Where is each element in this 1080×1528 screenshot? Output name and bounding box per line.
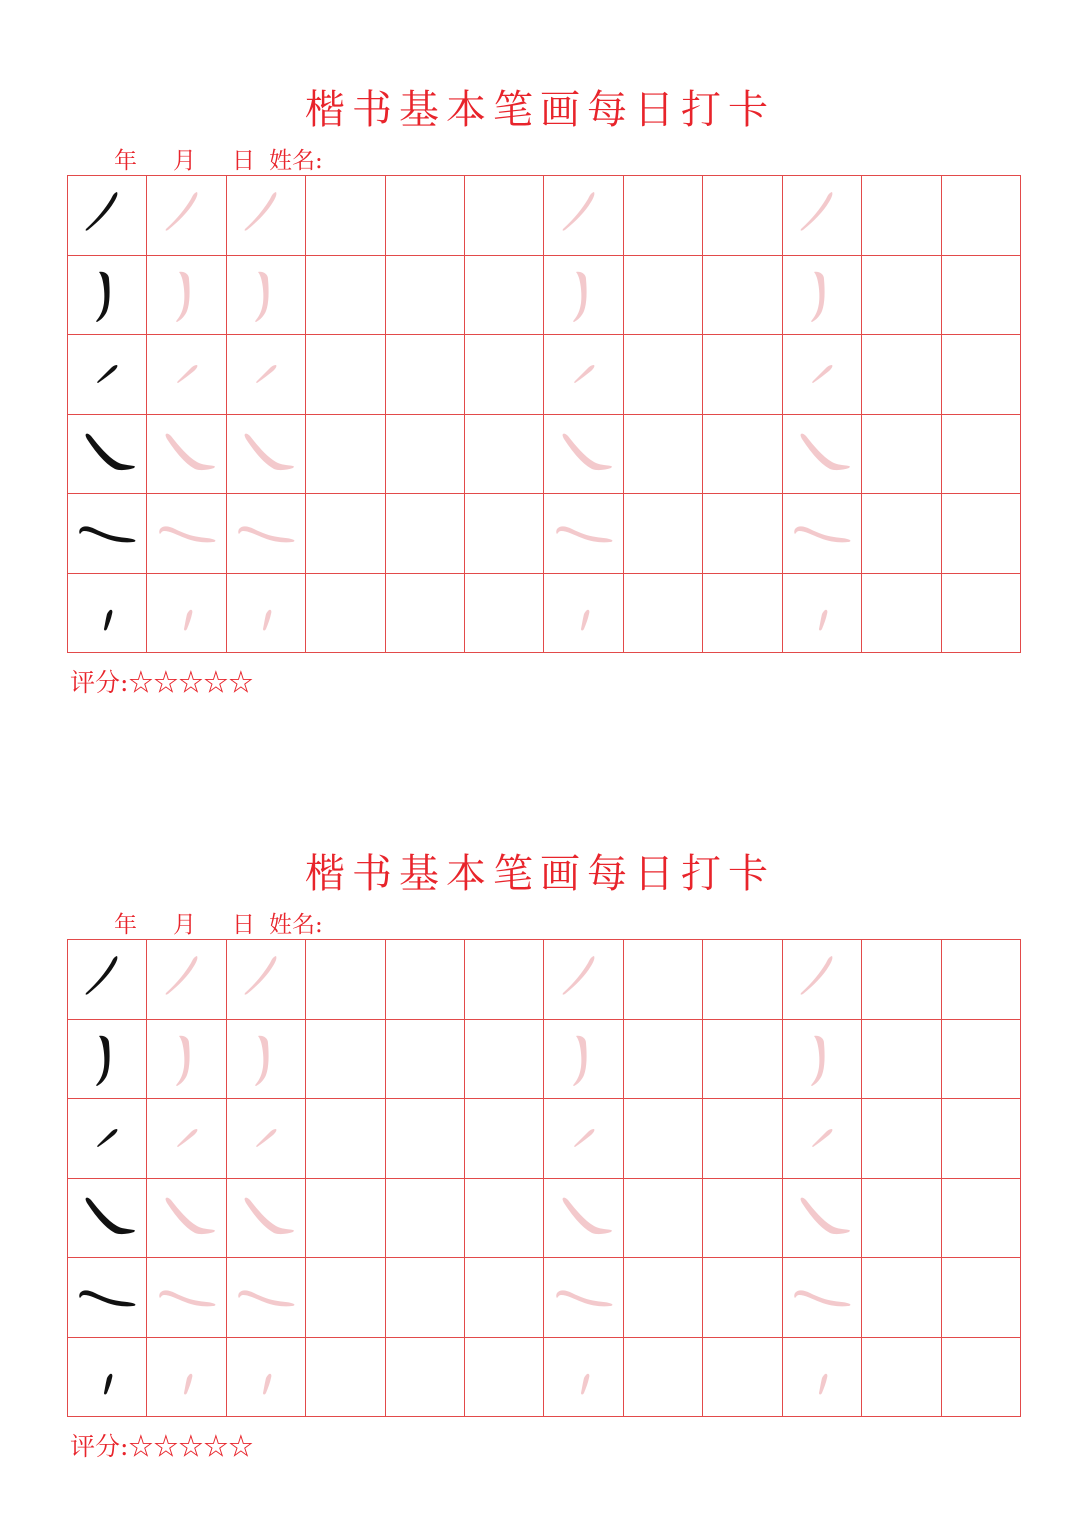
trace-stroke-cell[interactable] (783, 415, 862, 495)
short-dot-stroke-path (819, 1373, 827, 1394)
vertical-pie-stroke-path (811, 272, 824, 322)
model-stroke-cell (68, 335, 147, 415)
short-dot-stroke-icon (554, 1347, 614, 1407)
month-label: 月 (173, 912, 196, 938)
blank-practice-cell[interactable] (624, 176, 703, 256)
trace-stroke-cell[interactable] (227, 176, 306, 256)
year-blank[interactable] (68, 149, 114, 176)
blank-practice-cell[interactable] (862, 574, 941, 654)
short-dot-stroke-icon (157, 583, 217, 643)
dot-press-stroke-icon (157, 1188, 217, 1248)
blank-practice-cell[interactable] (703, 1099, 782, 1179)
blank-practice-cell[interactable] (624, 415, 703, 495)
short-left-flick-stroke-path (812, 365, 832, 383)
trace-stroke-cell[interactable] (544, 494, 623, 574)
blank-practice-cell[interactable] (306, 415, 385, 495)
trace-stroke-cell[interactable] (783, 1258, 862, 1338)
trace-stroke-cell[interactable] (227, 415, 306, 495)
trace-stroke-cell[interactable] (783, 1099, 862, 1179)
short-pie-stroke-icon (554, 949, 614, 1009)
vertical-pie-stroke-path (96, 1036, 109, 1086)
blank-practice-cell[interactable] (386, 494, 465, 574)
short-left-flick-stroke-path (177, 1129, 197, 1147)
short-left-flick-stroke-path (97, 1129, 117, 1147)
short-dot-stroke-icon (792, 583, 852, 643)
year-blank[interactable] (68, 913, 114, 940)
vertical-pie-stroke-icon (792, 1029, 852, 1089)
blank-practice-cell[interactable] (465, 1179, 544, 1259)
blank-practice-cell[interactable] (862, 1258, 941, 1338)
day-label: 日 (232, 148, 255, 174)
year-label: 年 (114, 148, 137, 174)
blank-practice-cell[interactable] (942, 574, 1021, 654)
blank-practice-cell[interactable] (624, 1179, 703, 1259)
blank-practice-cell[interactable] (386, 1338, 465, 1418)
trace-stroke-cell[interactable] (147, 1179, 226, 1259)
vertical-pie-stroke-icon (157, 1029, 217, 1089)
blank-practice-cell[interactable] (386, 415, 465, 495)
wave-horizontal-stroke-path (794, 1291, 850, 1307)
dot-press-stroke-path (165, 433, 214, 469)
blank-practice-cell[interactable] (386, 1020, 465, 1100)
blank-practice-cell[interactable] (465, 574, 544, 654)
short-pie-stroke-icon (157, 949, 217, 1009)
short-pie-stroke-icon (236, 185, 296, 245)
trace-stroke-cell[interactable] (227, 256, 306, 336)
trace-stroke-cell[interactable] (227, 574, 306, 654)
trace-stroke-cell[interactable] (783, 940, 862, 1020)
blank-practice-cell[interactable] (942, 176, 1021, 256)
blank-practice-cell[interactable] (465, 256, 544, 336)
vertical-pie-stroke-icon (157, 265, 217, 325)
trace-stroke-cell[interactable] (783, 1338, 862, 1418)
short-left-flick-stroke-path (177, 365, 197, 383)
blank-practice-cell[interactable] (306, 1179, 385, 1259)
short-pie-stroke-path (801, 192, 833, 231)
blank-practice-cell[interactable] (942, 1179, 1021, 1259)
blank-practice-cell[interactable] (306, 1338, 385, 1418)
short-left-flick-stroke-icon (157, 344, 217, 404)
blank-practice-cell[interactable] (942, 256, 1021, 336)
vertical-pie-stroke-path (176, 272, 189, 322)
score-line: 评分:☆☆☆☆☆ (70, 668, 254, 697)
wave-horizontal-stroke-path (79, 1291, 135, 1307)
month-blank[interactable] (137, 149, 173, 176)
short-dot-stroke-path (104, 609, 112, 630)
blank-practice-cell[interactable] (942, 1338, 1021, 1418)
blank-practice-cell[interactable] (465, 176, 544, 256)
vertical-pie-stroke-path (96, 272, 109, 322)
short-dot-stroke-path (104, 1373, 112, 1394)
blank-practice-cell[interactable] (386, 1179, 465, 1259)
model-stroke-cell (68, 256, 147, 336)
model-stroke-cell (68, 574, 147, 654)
model-stroke-cell (68, 1338, 147, 1418)
blank-practice-cell[interactable] (862, 1099, 941, 1179)
blank-practice-cell[interactable] (465, 940, 544, 1020)
blank-practice-cell[interactable] (624, 335, 703, 415)
wave-horizontal-stroke-icon (554, 503, 614, 563)
dot-press-stroke-icon (157, 424, 217, 484)
blank-practice-cell[interactable] (703, 1338, 782, 1418)
name-blank[interactable] (323, 913, 401, 940)
vertical-pie-stroke-path (255, 272, 268, 322)
wave-horizontal-stroke-icon (77, 1267, 137, 1327)
vertical-pie-stroke-icon (236, 1029, 296, 1089)
short-left-flick-stroke-path (256, 365, 276, 383)
short-left-flick-stroke-icon (77, 1108, 137, 1168)
short-dot-stroke-path (819, 609, 827, 630)
wave-horizontal-stroke-path (556, 527, 612, 543)
short-dot-stroke-icon (77, 1347, 137, 1407)
short-pie-stroke-icon (792, 949, 852, 1009)
trace-stroke-cell[interactable] (783, 574, 862, 654)
blank-practice-cell[interactable] (862, 1020, 941, 1100)
blank-practice-cell[interactable] (942, 1020, 1021, 1100)
short-dot-stroke-icon (554, 583, 614, 643)
trace-stroke-cell[interactable] (147, 494, 226, 574)
blank-practice-cell[interactable] (465, 415, 544, 495)
wave-horizontal-stroke-path (159, 1291, 215, 1307)
blank-practice-cell[interactable] (306, 1258, 385, 1338)
wave-horizontal-stroke-path (79, 527, 135, 543)
blank-practice-cell[interactable] (624, 940, 703, 1020)
trace-stroke-cell[interactable] (783, 494, 862, 574)
short-dot-stroke-icon (236, 583, 296, 643)
blank-practice-cell[interactable] (386, 940, 465, 1020)
blank-practice-cell[interactable] (386, 1099, 465, 1179)
dot-press-stroke-path (562, 433, 611, 469)
dot-press-stroke-path (245, 433, 294, 469)
wave-horizontal-stroke-icon (236, 1267, 296, 1327)
short-pie-stroke-icon (554, 185, 614, 245)
short-pie-stroke-icon (236, 949, 296, 1009)
blank-practice-cell[interactable] (386, 574, 465, 654)
model-stroke-cell (68, 1258, 147, 1338)
blank-practice-cell[interactable] (862, 940, 941, 1020)
wave-horizontal-stroke-icon (554, 1267, 614, 1327)
blank-practice-cell[interactable] (703, 1179, 782, 1259)
date-name-line (68, 908, 401, 940)
dot-press-stroke-icon (792, 424, 852, 484)
dot-press-stroke-icon (792, 1188, 852, 1248)
trace-stroke-cell[interactable] (147, 1258, 226, 1338)
sheet-title: 楷书基本笔画每日打卡 (305, 851, 775, 897)
dot-press-stroke-icon (77, 1188, 137, 1248)
blank-practice-cell[interactable] (624, 1020, 703, 1100)
blank-practice-cell[interactable] (624, 494, 703, 574)
trace-stroke-cell[interactable] (147, 415, 226, 495)
wave-horizontal-stroke-path (556, 1291, 612, 1307)
wave-horizontal-stroke-path (794, 527, 850, 543)
trace-stroke-cell[interactable] (783, 256, 862, 336)
trace-stroke-cell[interactable] (544, 940, 623, 1020)
vertical-pie-stroke-path (176, 1036, 189, 1086)
blank-practice-cell[interactable] (306, 176, 385, 256)
short-pie-stroke-path (86, 192, 118, 231)
short-left-flick-stroke-path (574, 365, 594, 383)
dot-press-stroke-path (165, 1197, 214, 1233)
model-stroke-cell (68, 415, 147, 495)
vertical-pie-stroke-icon (554, 265, 614, 325)
trace-stroke-cell[interactable] (227, 1179, 306, 1259)
practice-grid (67, 175, 1021, 653)
trace-stroke-cell[interactable] (544, 1020, 623, 1100)
short-pie-stroke-icon (77, 949, 137, 1009)
blank-practice-cell[interactable] (624, 256, 703, 336)
trace-stroke-cell[interactable] (147, 940, 226, 1020)
name-label: 姓名: (269, 148, 323, 174)
short-pie-stroke-path (562, 192, 594, 231)
trace-stroke-cell[interactable] (147, 1338, 226, 1418)
day-blank[interactable] (196, 913, 232, 940)
model-stroke-cell (68, 494, 147, 574)
trace-stroke-cell[interactable] (147, 574, 226, 654)
short-pie-stroke-icon (157, 185, 217, 245)
model-stroke-cell (68, 176, 147, 256)
wave-horizontal-stroke-icon (792, 1267, 852, 1327)
blank-practice-cell[interactable] (306, 1099, 385, 1179)
blank-practice-cell[interactable] (862, 256, 941, 336)
short-dot-stroke-path (581, 1373, 589, 1394)
blank-practice-cell[interactable] (703, 176, 782, 256)
blank-practice-cell[interactable] (703, 335, 782, 415)
dot-press-stroke-path (562, 1197, 611, 1233)
short-left-flick-stroke-path (574, 1129, 594, 1147)
blank-practice-cell[interactable] (942, 1258, 1021, 1338)
vertical-pie-stroke-icon (77, 265, 137, 325)
vertical-pie-stroke-path (573, 272, 586, 322)
blank-practice-cell[interactable] (703, 256, 782, 336)
vertical-pie-stroke-icon (792, 265, 852, 325)
short-left-flick-stroke-icon (554, 1108, 614, 1168)
dot-press-stroke-path (801, 433, 850, 469)
vertical-pie-stroke-path (573, 1036, 586, 1086)
short-dot-stroke-path (263, 1373, 271, 1394)
year-label: 年 (114, 912, 137, 938)
trace-stroke-cell[interactable] (147, 335, 226, 415)
blank-practice-cell[interactable] (306, 256, 385, 336)
vertical-pie-stroke-icon (77, 1029, 137, 1089)
trace-stroke-cell[interactable] (544, 176, 623, 256)
blank-practice-cell[interactable] (942, 940, 1021, 1020)
short-pie-stroke-path (801, 956, 833, 995)
wave-horizontal-stroke-icon (77, 503, 137, 563)
short-pie-stroke-icon (792, 185, 852, 245)
trace-stroke-cell[interactable] (544, 1338, 623, 1418)
blank-practice-cell[interactable] (703, 1258, 782, 1338)
trace-stroke-cell[interactable] (227, 940, 306, 1020)
wave-horizontal-stroke-icon (157, 503, 217, 563)
score-line: 评分:☆☆☆☆☆ (70, 1432, 254, 1461)
month-blank[interactable] (137, 913, 173, 940)
blank-practice-cell[interactable] (862, 1338, 941, 1418)
day-blank[interactable] (196, 149, 232, 176)
blank-practice-cell[interactable] (386, 176, 465, 256)
vertical-pie-stroke-path (255, 1036, 268, 1086)
day-label: 日 (232, 912, 255, 938)
blank-practice-cell[interactable] (465, 335, 544, 415)
dot-press-stroke-icon (236, 424, 296, 484)
short-pie-stroke-path (245, 192, 277, 231)
trace-stroke-cell[interactable] (227, 1020, 306, 1100)
trace-stroke-cell[interactable] (783, 1020, 862, 1100)
short-dot-stroke-path (581, 609, 589, 630)
wave-horizontal-stroke-path (159, 527, 215, 543)
short-left-flick-stroke-icon (554, 344, 614, 404)
dot-press-stroke-path (801, 1197, 850, 1233)
wave-horizontal-stroke-icon (792, 503, 852, 563)
blank-practice-cell[interactable] (942, 494, 1021, 574)
model-stroke-cell (68, 1099, 147, 1179)
vertical-pie-stroke-icon (554, 1029, 614, 1089)
short-pie-stroke-path (165, 956, 197, 995)
dot-press-stroke-path (245, 1197, 294, 1233)
blank-practice-cell[interactable] (465, 494, 544, 574)
short-dot-stroke-icon (77, 583, 137, 643)
blank-practice-cell[interactable] (862, 494, 941, 574)
vertical-pie-stroke-path (811, 1036, 824, 1086)
trace-stroke-cell[interactable] (544, 1258, 623, 1338)
blank-practice-cell[interactable] (386, 1258, 465, 1338)
blank-practice-cell[interactable] (942, 1099, 1021, 1179)
blank-practice-cell[interactable] (942, 335, 1021, 415)
blank-practice-cell[interactable] (942, 415, 1021, 495)
blank-practice-cell[interactable] (862, 335, 941, 415)
short-pie-stroke-path (562, 956, 594, 995)
trace-stroke-cell[interactable] (783, 176, 862, 256)
blank-practice-cell[interactable] (465, 1020, 544, 1100)
short-dot-stroke-path (263, 609, 271, 630)
short-left-flick-stroke-icon (77, 344, 137, 404)
blank-practice-cell[interactable] (862, 176, 941, 256)
short-left-flick-stroke-path (97, 365, 117, 383)
trace-stroke-cell[interactable] (227, 1338, 306, 1418)
short-left-flick-stroke-icon (236, 344, 296, 404)
short-left-flick-stroke-icon (157, 1108, 217, 1168)
trace-stroke-cell[interactable] (227, 494, 306, 574)
trace-stroke-cell[interactable] (544, 1179, 623, 1259)
wave-horizontal-stroke-icon (157, 1267, 217, 1327)
blank-practice-cell[interactable] (703, 940, 782, 1020)
short-pie-stroke-path (245, 956, 277, 995)
trace-stroke-cell[interactable] (544, 335, 623, 415)
trace-stroke-cell[interactable] (783, 1179, 862, 1259)
vertical-pie-stroke-icon (236, 265, 296, 325)
trace-stroke-cell[interactable] (544, 1099, 623, 1179)
wave-horizontal-stroke-path (238, 527, 294, 543)
blank-practice-cell[interactable] (386, 256, 465, 336)
blank-practice-cell[interactable] (862, 1179, 941, 1259)
sheet-title: 楷书基本笔画每日打卡 (305, 87, 775, 133)
model-stroke-cell (68, 940, 147, 1020)
short-pie-stroke-path (165, 192, 197, 231)
model-stroke-cell (68, 1179, 147, 1259)
short-dot-stroke-path (184, 1373, 192, 1394)
trace-stroke-cell[interactable] (227, 335, 306, 415)
blank-practice-cell[interactable] (465, 1099, 544, 1179)
trace-stroke-cell[interactable] (227, 1099, 306, 1179)
dot-press-stroke-icon (554, 424, 614, 484)
blank-practice-cell[interactable] (306, 940, 385, 1020)
short-left-flick-stroke-path (812, 1129, 832, 1147)
blank-practice-cell[interactable] (862, 415, 941, 495)
blank-practice-cell[interactable] (306, 494, 385, 574)
trace-stroke-cell[interactable] (147, 176, 226, 256)
dot-press-stroke-icon (77, 424, 137, 484)
blank-practice-cell[interactable] (624, 1258, 703, 1338)
trace-stroke-cell[interactable] (544, 256, 623, 336)
name-label: 姓名: (269, 912, 323, 938)
blank-practice-cell[interactable] (306, 335, 385, 415)
blank-practice-cell[interactable] (624, 1338, 703, 1418)
wave-horizontal-stroke-path (238, 1291, 294, 1307)
blank-practice-cell[interactable] (465, 1258, 544, 1338)
blank-practice-cell[interactable] (703, 574, 782, 654)
short-pie-stroke-path (86, 956, 118, 995)
trace-stroke-cell[interactable] (783, 335, 862, 415)
trace-stroke-cell[interactable] (544, 574, 623, 654)
model-stroke-cell (68, 1020, 147, 1100)
blank-practice-cell[interactable] (703, 494, 782, 574)
blank-practice-cell[interactable] (703, 415, 782, 495)
blank-practice-cell[interactable] (465, 1338, 544, 1418)
practice-grid (67, 939, 1021, 1417)
trace-stroke-cell[interactable] (147, 1020, 226, 1100)
blank-practice-cell[interactable] (386, 335, 465, 415)
trace-stroke-cell[interactable] (147, 256, 226, 336)
blank-practice-cell[interactable] (306, 574, 385, 654)
blank-practice-cell[interactable] (703, 1020, 782, 1100)
wave-horizontal-stroke-icon (236, 503, 296, 563)
short-left-flick-stroke-icon (792, 1108, 852, 1168)
dot-press-stroke-icon (236, 1188, 296, 1248)
short-dot-stroke-icon (236, 1347, 296, 1407)
short-left-flick-stroke-icon (792, 344, 852, 404)
blank-practice-cell[interactable] (624, 574, 703, 654)
dot-press-stroke-icon (554, 1188, 614, 1248)
dot-press-stroke-path (86, 1197, 135, 1233)
short-left-flick-stroke-path (256, 1129, 276, 1147)
short-dot-stroke-icon (792, 1347, 852, 1407)
trace-stroke-cell[interactable] (544, 415, 623, 495)
trace-stroke-cell[interactable] (147, 1099, 226, 1179)
dot-press-stroke-path (86, 433, 135, 469)
short-left-flick-stroke-icon (236, 1108, 296, 1168)
trace-stroke-cell[interactable] (227, 1258, 306, 1338)
blank-practice-cell[interactable] (624, 1099, 703, 1179)
short-pie-stroke-icon (77, 185, 137, 245)
date-name-line (68, 144, 401, 176)
name-blank[interactable] (323, 149, 401, 176)
short-dot-stroke-path (184, 609, 192, 630)
month-label: 月 (173, 148, 196, 174)
short-dot-stroke-icon (157, 1347, 217, 1407)
blank-practice-cell[interactable] (306, 1020, 385, 1100)
